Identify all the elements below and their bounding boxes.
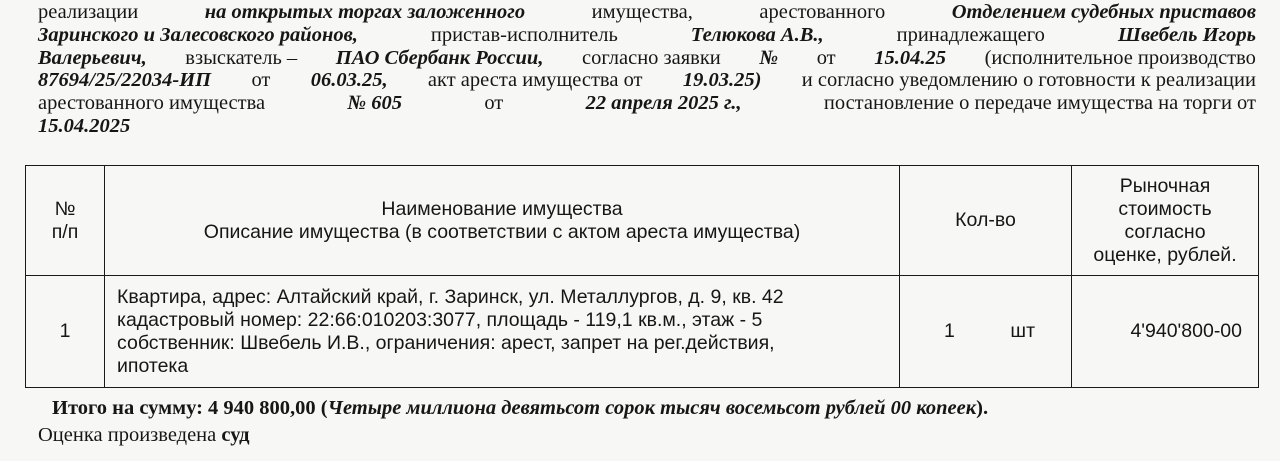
description-line: кадастровый номер: 22:66:010203:3077, площадь - 119,1 кв.м., этаж - 5 (117, 308, 763, 331)
description-line: Квартира, адрес: Алтайский край, г. Заринск, ул. Металлургов, д. 9, кв. 42 (117, 285, 784, 308)
text-span: взыскатель – (185, 46, 298, 69)
table-row (26, 276, 1259, 388)
emphasis-span: 15.04.25 (874, 46, 946, 69)
row-quantity-cell (900, 276, 1072, 388)
paragraph-line-1 (38, 1, 1256, 24)
paragraph-line-6 (38, 115, 1256, 138)
quantity-unit: шт (1010, 320, 1035, 342)
emphasis-span: Отделением судебных приставов (951, 1, 1256, 23)
header-line: согласно (1124, 220, 1206, 243)
assessment-bold-text: суд (221, 424, 250, 446)
text-span: пристав-исполнитель (430, 23, 618, 46)
emphasis-span: ПАО Сбербанк России, (335, 46, 544, 69)
emphasis-span: на открытых торгах заложенного (204, 1, 526, 23)
row-number-cell: 1 (26, 276, 105, 388)
text-span: от (251, 69, 271, 92)
emphasis-span: № (759, 46, 779, 69)
header-line: п/п (51, 220, 79, 243)
text-span: арестованного имущества (38, 92, 266, 115)
text-span: принадлежащего (896, 23, 1045, 46)
row-description-cell (105, 276, 900, 388)
text-span: постановление о передаче имущества на торги от (823, 92, 1256, 115)
total-sum-line (52, 397, 988, 420)
description-line: собственник: Швебель И.В., ограничения: арест, запрет на рег.действия, (117, 331, 775, 354)
header-property-name (105, 166, 900, 276)
assessment-text: Оценка произведена (38, 424, 222, 446)
header-number (26, 166, 105, 276)
text-span: от (816, 46, 836, 69)
paragraph-line-2 (38, 24, 1256, 47)
header-line: Наименование имущества (381, 197, 623, 220)
text-span: согласно заявки (582, 46, 721, 69)
text-span: акт ареста имущества от (427, 69, 643, 92)
emphasis-span: 22 апреля 2025 г., (585, 92, 742, 115)
body-paragraph (38, 1, 1256, 138)
property-table (25, 165, 1259, 388)
row-price-cell: 4'940'800-00 (1072, 276, 1259, 388)
header-market-value (1072, 166, 1259, 276)
emphasis-span: Валерьевич, (38, 46, 147, 69)
quantity-value: 1 (944, 320, 955, 342)
total-in-words: Четыре миллиона девятьсот сорок тысяч восемьсот рублей 00 копеек (327, 397, 977, 419)
header-line: № (54, 197, 76, 220)
emphasis-span: 87694/25/22034-ИП (38, 69, 212, 92)
text-span: имущества, (591, 1, 693, 23)
text-span: реализации (38, 1, 139, 23)
emphasis-span: Телюкова А.В., (690, 23, 824, 46)
text-span: от (484, 92, 504, 115)
header-quantity: Кол-во (900, 166, 1072, 276)
paragraph-line-4 (38, 69, 1256, 92)
text-span: и согласно уведомлению о готовности к реализации (801, 69, 1256, 92)
emphasis-span: Швебель Игорь (1117, 23, 1256, 46)
emphasis-span: № 605 (347, 92, 403, 115)
total-label: Итого на сумму: 4 940 800,00 (52, 397, 316, 419)
assessment-line (38, 424, 250, 447)
header-line: Описание имущества (в соответствии с актом ареста имущества) (203, 220, 801, 243)
emphasis-span: 19.03.25) (682, 69, 762, 92)
description-line: ипотека (117, 354, 189, 377)
paragraph-line-3 (38, 47, 1256, 70)
total-paren-close: ). (976, 397, 989, 419)
table-header-row (26, 166, 1259, 276)
emphasis-span: 15.04.2025 (38, 114, 131, 137)
text-span: (исполнительное производство (984, 46, 1256, 69)
emphasis-span: 06.03.25, (310, 69, 388, 92)
paragraph-line-5 (38, 92, 1256, 115)
text-span: арестованного (759, 1, 886, 23)
header-line: стоимость (1118, 197, 1212, 220)
emphasis-span: Заринского и Залесовского районов, (38, 23, 358, 46)
header-line: Рыночная (1119, 174, 1211, 197)
total-paren-open: ( (315, 397, 328, 419)
header-line: оценке, рублей. (1093, 243, 1237, 266)
